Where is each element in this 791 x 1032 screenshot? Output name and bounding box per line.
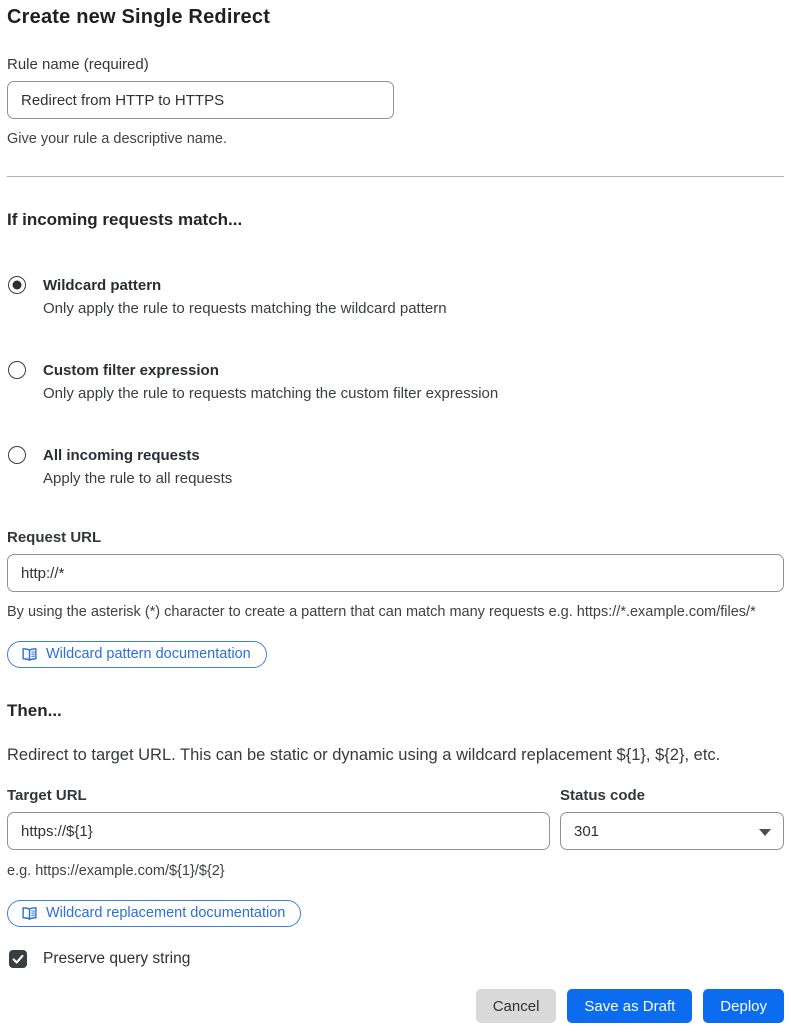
rule-name-help: Give your rule a descriptive name. xyxy=(7,131,228,147)
request-url-help: By using the asterisk (*) character to create a pattern that can match many requests e.g. https://*.example.com/files/* xyxy=(7,604,756,620)
radio-option-all-incoming-requests[interactable] xyxy=(7,444,784,490)
match-type-radio-group xyxy=(7,274,784,490)
wildcard-pattern-doc-button[interactable] xyxy=(7,641,267,668)
status-code-select[interactable] xyxy=(560,812,784,850)
radio-option-custom-filter-expression[interactable] xyxy=(7,359,784,405)
preserve-query-checkbox-row[interactable] xyxy=(7,950,784,968)
radio-unselected-icon[interactable] xyxy=(8,361,26,379)
save-as-draft-button[interactable]: Save as Draft xyxy=(567,989,692,1023)
then-section-heading: Then... xyxy=(7,701,62,720)
then-description: Redirect to target URL. This can be static or dynamic using a wildcard replacement ${1}, ${2}, etc. xyxy=(7,746,721,764)
radio-label: Custom filter expression xyxy=(43,362,219,379)
request-url-input[interactable] xyxy=(7,554,784,592)
wildcard-replacement-doc-button[interactable] xyxy=(7,900,301,927)
doc-button-label: Wildcard replacement documentation xyxy=(46,905,286,921)
request-url-label: Request URL xyxy=(7,529,102,546)
status-code-label: Status code xyxy=(560,787,646,804)
target-status-row xyxy=(7,787,784,850)
open-book-icon xyxy=(21,906,38,921)
radio-description: Only apply the rule to requests matching the custom filter expression xyxy=(43,385,499,402)
rule-name-label: Rule name (required) xyxy=(7,56,149,73)
radio-unselected-icon[interactable] xyxy=(8,446,26,464)
cancel-button[interactable]: Cancel xyxy=(476,989,557,1023)
checkbox-checked-icon[interactable] xyxy=(9,950,27,968)
match-section-heading: If incoming requests match... xyxy=(7,210,243,229)
radio-label: Wildcard pattern xyxy=(43,277,162,294)
rule-name-input[interactable] xyxy=(7,81,394,119)
target-url-input[interactable] xyxy=(7,812,550,850)
target-url-label: Target URL xyxy=(7,787,87,804)
open-book-icon xyxy=(21,647,38,662)
radio-option-wildcard-pattern[interactable] xyxy=(7,274,784,320)
footer-actions xyxy=(7,989,784,1023)
checkmark-icon xyxy=(11,952,25,966)
radio-selected-icon[interactable] xyxy=(8,276,26,294)
deploy-button[interactable]: Deploy xyxy=(703,989,784,1023)
radio-description: Only apply the rule to requests matching the wildcard pattern xyxy=(43,300,447,317)
radio-label: All incoming requests xyxy=(43,447,200,464)
doc-button-label: Wildcard pattern documentation xyxy=(46,646,251,662)
radio-description: Apply the rule to all requests xyxy=(43,470,233,487)
page-title: Create new Single Redirect xyxy=(7,6,271,28)
section-divider xyxy=(7,176,784,177)
target-url-help: e.g. https://example.com/${1}/${2} xyxy=(7,863,225,879)
preserve-query-label: Preserve query string xyxy=(43,950,191,967)
